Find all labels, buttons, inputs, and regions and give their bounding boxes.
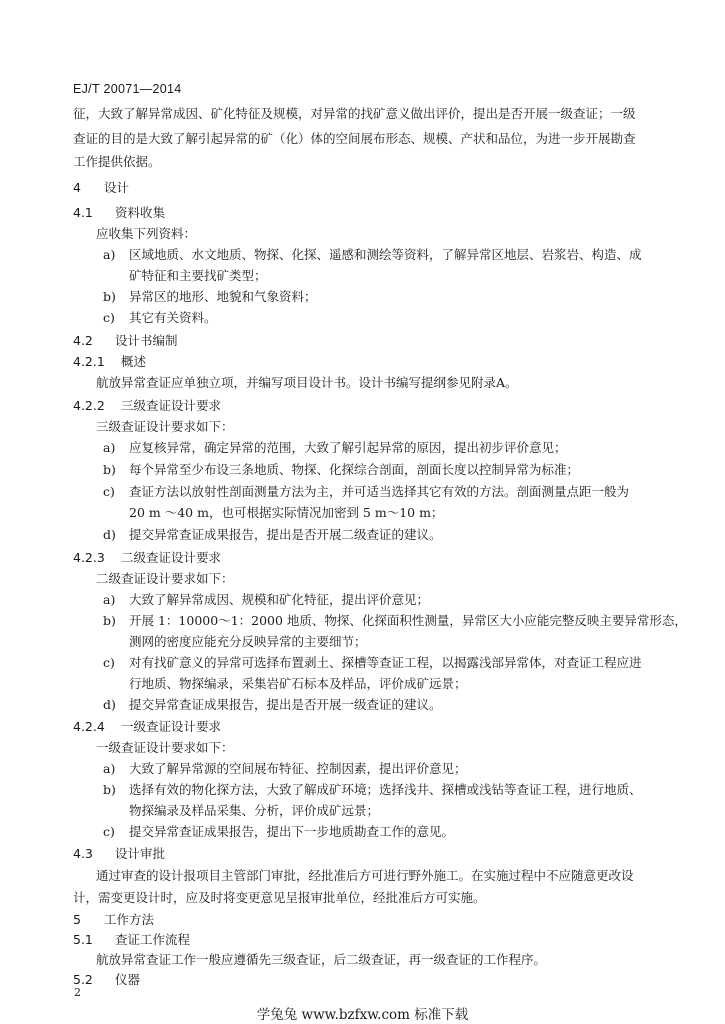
section-number: 4.2.4 <box>73 719 105 734</box>
list-marker: b) <box>103 782 116 797</box>
section-number: 5 <box>73 912 81 927</box>
list-text: 异常区的地形、地貌和气象资料； <box>129 289 317 304</box>
list-text: 大致了解异常源的空间展布特征、控制因素，提出评价意见； <box>129 761 467 776</box>
list-item <box>103 592 429 608</box>
section-title: 设计 <box>104 180 130 195</box>
section-number: 5.2 <box>73 972 93 987</box>
list-text: 提交异常查证成果报告，提出是否开展二级查证的建议。 <box>129 527 442 542</box>
section-title: 概述 <box>121 354 147 369</box>
list-marker: b) <box>103 613 116 628</box>
document-code: EJ/T 20071—2014 <box>73 82 182 96</box>
section-5-heading <box>73 912 154 928</box>
list-marker: d) <box>103 527 116 542</box>
list-text: 对有找矿意义的异常可选择布置剥土、探槽等查证工程，以揭露浅部异常体，对查证工程应进 <box>129 655 642 670</box>
page-number: 2 <box>74 986 81 999</box>
section-number: 4.1 <box>73 205 93 220</box>
list-item-continued: 20 m ～40 m，也可根据实际情况加密到 5 m～10 m； <box>129 505 444 520</box>
list-marker: a) <box>103 440 116 455</box>
list-item-continued: 测网的密度应能充分反映异常的主要细节； <box>129 634 367 649</box>
list-text: 开展 1：10000～1：2000 地质、物探、化探面积性测量，异常区大小应能完整反映主要异常形态， <box>129 613 687 628</box>
list-item-continued: 行地质、物探编录，采集岩矿石标本及样品，评价成矿远景； <box>129 676 467 691</box>
section-5-1-heading <box>73 932 190 948</box>
list-text: 其它有关资料。 <box>129 310 217 325</box>
list-item <box>103 824 454 840</box>
list-item <box>103 440 567 456</box>
s422-lead: 三级查证设计要求如下： <box>96 419 234 434</box>
list-text: 选择有效的物化探方法，大致了解成矿环境；选择浅井、探槽或浅钻等查证工程，进行地质、 <box>129 782 642 797</box>
list-marker: c) <box>103 484 115 499</box>
s423-lead: 二级查证设计要求如下： <box>96 571 234 586</box>
s43-line-1: 通过审查的设计报项目主管部门审批，经批准后方可进行野外施工。在实施过程中不应随意更改设 <box>96 868 634 883</box>
list-item <box>103 782 642 798</box>
list-item <box>103 697 442 713</box>
list-text: 每个异常至少布设三条地质、物探、化探综合剖面，剖面长度以控制异常为标准； <box>129 462 580 477</box>
list-text: 提交异常查证成果报告，提出下一步地质勘查工作的意见。 <box>129 824 455 839</box>
section-4-3-heading <box>73 846 165 862</box>
section-title: 仪器 <box>115 972 141 987</box>
section-4-heading <box>73 180 129 196</box>
section-5-2-heading <box>73 972 140 988</box>
s41-lead: 应收集下列资料： <box>96 226 197 241</box>
s43-line-2: 计，需变更设计时，应及时将变更意见呈报审批单位，经批准后方可实施。 <box>73 890 486 905</box>
intro-line-1: 征，大致了解异常成因、矿化特征及规模，对异常的找矿意义做出评价，提出是否开展一级查证；一级 <box>73 106 636 121</box>
section-title: 查证工作流程 <box>115 932 191 947</box>
list-item <box>103 289 317 305</box>
section-number: 4.3 <box>73 846 93 861</box>
list-item <box>103 761 467 777</box>
list-item <box>103 613 687 629</box>
section-number: 4.2.3 <box>73 550 105 565</box>
list-marker: c) <box>103 824 115 839</box>
list-item <box>103 484 629 500</box>
s51-body: 航放异常查证工作一般应遵循先三级查证，后二级查证，再一级查证的工作程序。 <box>96 952 547 967</box>
list-marker: c) <box>103 655 115 670</box>
list-marker: b) <box>103 289 116 304</box>
section-4-2-heading <box>73 333 178 349</box>
watermark-footer: 学兔兔 www.bzfxw.com 标准下载 <box>256 1007 469 1023</box>
section-4-2-3-heading <box>73 550 221 566</box>
section-title: 二级查证设计要求 <box>121 550 222 565</box>
list-item <box>103 310 217 326</box>
list-text: 区域地质、水文地质、物探、化探、遥感和测绘等资料，了解异常区地层、岩浆岩、构造、成 <box>129 247 642 262</box>
section-4-1-heading <box>73 205 165 221</box>
section-4-2-1-heading <box>73 354 146 370</box>
list-text: 查证方法以放射性剖面测量方法为主，并可适当选择其它有效的方法。剖面测量点距一般为 <box>129 484 630 499</box>
section-title: 资料收集 <box>115 205 166 220</box>
list-item <box>103 655 642 671</box>
section-number: 4 <box>73 180 81 195</box>
section-number: 4.2.1 <box>73 354 105 369</box>
section-title: 设计审批 <box>115 846 166 861</box>
list-item <box>103 462 579 478</box>
section-title: 一级查证设计要求 <box>121 719 222 734</box>
list-item <box>103 247 642 263</box>
section-title: 工作方法 <box>104 912 155 927</box>
list-text: 提交异常查证成果报告，提出是否开展一级查证的建议。 <box>129 697 442 712</box>
list-text: 大致了解异常成因、规模和矿化特征，提出评价意见； <box>129 592 430 607</box>
list-marker: a) <box>103 592 116 607</box>
section-number: 5.1 <box>73 932 93 947</box>
list-item-continued: 矿特征和主要找矿类型； <box>129 268 267 283</box>
intro-line-2: 查证的目的是大致了解引起异常的矿（化）体的空间展布形态、规模、产状和品位，为进一步开展勘查 <box>73 131 636 146</box>
section-title: 三级查证设计要求 <box>121 398 222 413</box>
section-4-2-2-heading <box>73 398 221 414</box>
list-marker: a) <box>103 247 116 262</box>
s421-body: 航放异常查证应单独立项，并编写项目设计书。设计书编写提纲参见附录A。 <box>96 375 518 390</box>
s424-lead: 一级查证设计要求如下： <box>96 740 234 755</box>
section-4-2-4-heading <box>73 719 221 735</box>
intro-line-3: 工作提供依据。 <box>73 154 161 169</box>
section-number: 4.2 <box>73 333 93 348</box>
list-item <box>103 527 442 543</box>
list-marker: a) <box>103 761 116 776</box>
section-number: 4.2.2 <box>73 398 105 413</box>
list-text: 应复核异常，确定异常的范围，大致了解引起异常的原因，提出初步评价意见； <box>129 440 567 455</box>
list-marker: c) <box>103 310 115 325</box>
list-marker: d) <box>103 697 116 712</box>
list-marker: b) <box>103 462 116 477</box>
list-item-continued: 物探编录及样品采集、分析，评价成矿远景； <box>129 803 380 818</box>
section-title: 设计书编制 <box>115 333 178 348</box>
